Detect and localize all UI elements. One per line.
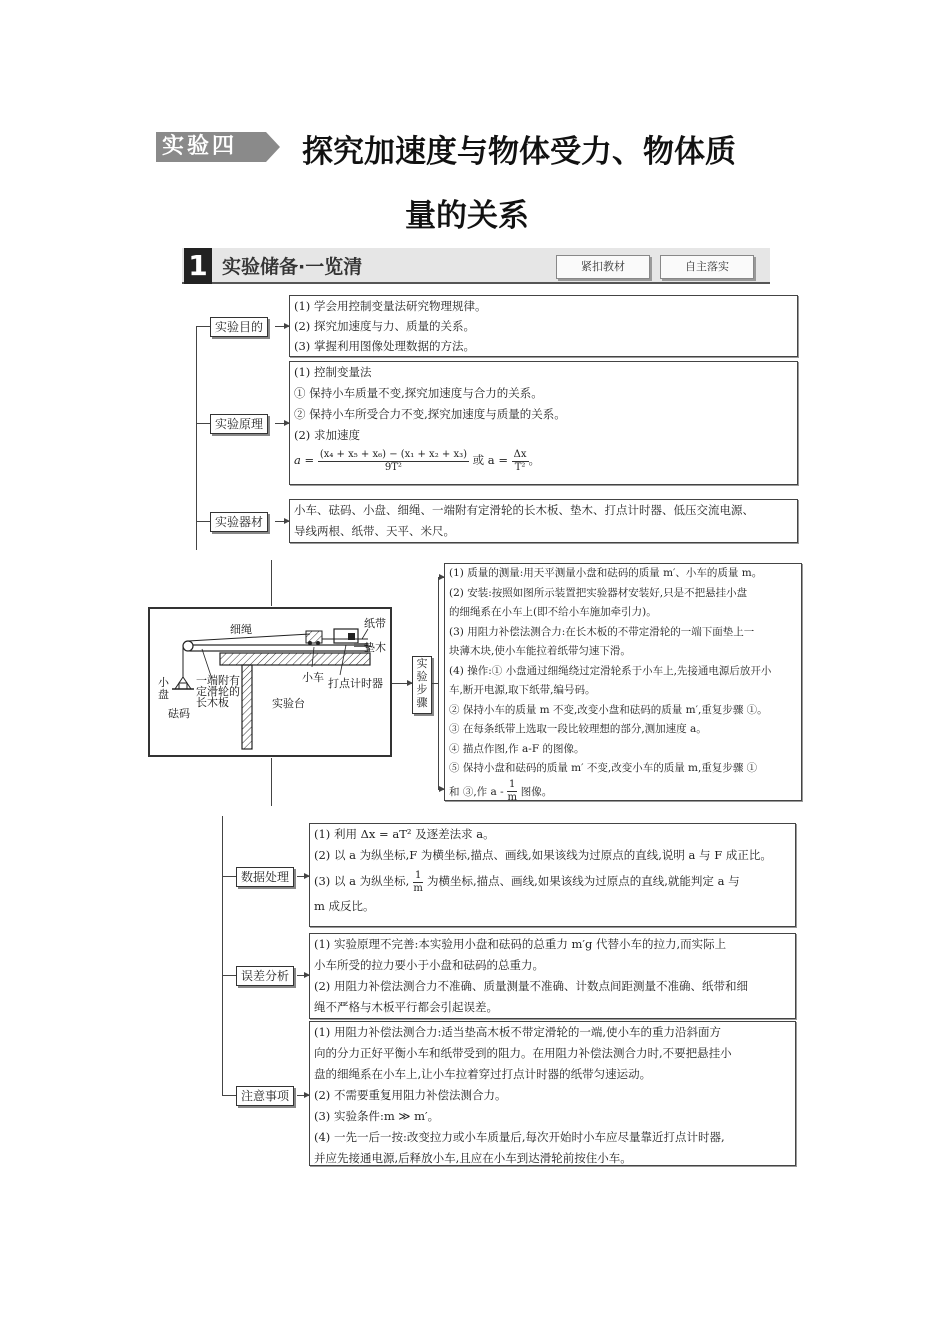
formula-a: a = [294, 453, 315, 467]
label-table: 实验台 [272, 697, 305, 710]
tree-trunk-upper [196, 326, 197, 550]
bracket [438, 577, 439, 789]
label-equipment: 实验器材 [210, 512, 268, 532]
label-purpose: 实验目的 [210, 317, 268, 337]
arrow [297, 876, 309, 877]
page-title-line2: 量的关系 [405, 198, 529, 234]
tree-branch [222, 876, 236, 877]
formula-or: 或 a = [472, 453, 508, 467]
tree-trunk-lower [222, 816, 223, 1096]
label-rope: 细绳 [230, 623, 252, 636]
tree-branch [196, 423, 210, 424]
label-principle: 实验原理 [210, 414, 268, 434]
connector [271, 758, 272, 806]
tree-branch [222, 1095, 236, 1096]
purpose-box: (1) 学会用控制变量法研究物理规律。 (2) 探究加速度与力、质量的关系。 (3) 掌握利用图像处理数据的方法。 [289, 295, 798, 357]
principle-box: (1) 控制变量法 ① 保持小车质量不变,探究加速度与合力的关系。 ② 保持小车所受合力不变,探究加速度与质量的关系。 (2) 求加速度 a = $\frac{\text{(x₄ + x₅ + x₆) − (x₁ + x₂ + x₃)}}{\text{9T²}}$ 或 a = $\frac{\Delta x}{\text{T²}}$ 。 [289, 361, 798, 485]
data-processing-box: (1) 利用 Δx = aT² 及逐差法求 a。 (2) 以 a 为纵坐标,F 为横坐标,描点、画线,如果该线为过原点的直线,说明 a 与 F 成正比。 (3) 以 a 为纵坐标, $\frac{1}{m}$ 为横坐标,描点、画线,如果该线为过原点的直线,就能判定 a 与 m 成反比。 [309, 823, 796, 927]
label-timer: 打点计时器 [328, 677, 383, 690]
chapter-badge: 实验四 [156, 132, 266, 162]
label-weight: 砝码 [168, 707, 190, 720]
arrow [275, 521, 289, 522]
label-error-analysis: 误差分析 [236, 966, 294, 986]
arrow [297, 1095, 309, 1096]
tree-branch [196, 326, 210, 327]
label-board: 一端附有定滑轮的长木板 [196, 674, 240, 709]
page-title-line1: 探究加速度与物体受力、物体质 [302, 134, 736, 170]
label-notes: 注意事项 [236, 1086, 294, 1106]
label-data-processing: 数据处理 [236, 867, 294, 887]
arrow [392, 683, 412, 684]
arrow [297, 975, 309, 976]
pill-textbook: 紧扣教材 [556, 255, 650, 279]
label-steps: 实验步骤 [412, 656, 432, 714]
formula-fraction2: $\frac{\Delta x}{\text{T²}}$ [513, 448, 527, 473]
tree-branch [196, 521, 210, 522]
label-block: 垫木 [364, 641, 386, 654]
steps-box: (1) 质量的测量:用天平测量小盘和砝码的质量 m′、小车的质量 m。 (2) 安装:按照如图所示装置把实验器材安装好,只是不把悬挂小盘 的细绳系在小车上(即不给小车施加牵引力)。 (3) 用阻力补偿法测合力:在长木板的不带定滑轮的一端下面垫上一 块薄木块,使小车能拉着纸带匀速下滑。 (4) 操作:① 小盘通过细绳绕过定滑轮系于小车上,先接通电源后放开小 车,断开电源,取下纸带,编号码。 ② 保持小车的质量 m 不变,改变小盘和砝码的质量 m′,重复步骤 ①。 ③ 在每条纸带上选取一段比较理想的部分,测加速度 a。 ④ 描点作图,作 a-F 的图像。 ⑤ 保持小盘和砝码的质量 m′ 不变,改变小车的质量 m,重复步骤 ① 和 ③,作 a - $\frac{1}{m}$ 图像。 [444, 563, 802, 801]
formula-fraction: $\frac{\text{(x₄ + x₅ + x₆) − (x₁ + x₂ + x₃)}}{\text{9T²}}$ [319, 448, 467, 473]
section-title: 实验储备·一览清 [222, 256, 363, 278]
pill-self-study: 自主落实 [660, 255, 754, 279]
apparatus-diagram [148, 607, 392, 757]
section-number: 1 [184, 248, 212, 284]
tree-branch [222, 975, 236, 976]
steps-fraction: $\frac{1}{m}$ [507, 779, 517, 803]
connector [271, 560, 272, 606]
error-analysis-box: (1) 实验原理不完善:本实验用小盘和砝码的总重力 m′g 代替小车的拉力,而实际上 小车所受的拉力要小于小盘和砝码的总重力。 (2) 用阻力补偿法测合力不准确、质量测量不准确、计数点间距测量不准确、纸带和细 绳不严格与木板平行都会引起误差。 [309, 933, 796, 1019]
arrow [275, 423, 289, 424]
equipment-box: 小车、砝码、小盘、细绳、一端附有定滑轮的长木板、垫木、打点计时器、低压交流电源、 导线两根、纸带、天平、米尺。 [289, 499, 798, 543]
label-cart: 小车 [302, 671, 324, 684]
arrow [275, 326, 289, 327]
notes-box: (1) 用阻力补偿法测合力:适当垫高木板不带定滑轮的一端,使小车的重力沿斜面方 向的分力正好平衡小车和纸带受到的阻力。在用阻力补偿法测合力时,不要把悬挂小 盘的细绳系在小车上,让小车拉着穿过打点计时器的纸带匀速运动。 (2) 不需要重复用阻力补偿法测合力。 (3) 实验条件:m ≫ m′。 (4) 一先一后一按:改变拉力或小车质量后,每次开始时小车应尽量靠近打点计时器, 并应先接通电源,后释放小车,且应在小车到达滑轮前按住小车。 [309, 1021, 796, 1166]
bracket-tick [432, 683, 438, 684]
data-fraction: $\frac{1}{m}$ [413, 869, 423, 894]
label-plate: 小盘 [158, 676, 169, 701]
label-tape: 纸带 [364, 617, 386, 630]
